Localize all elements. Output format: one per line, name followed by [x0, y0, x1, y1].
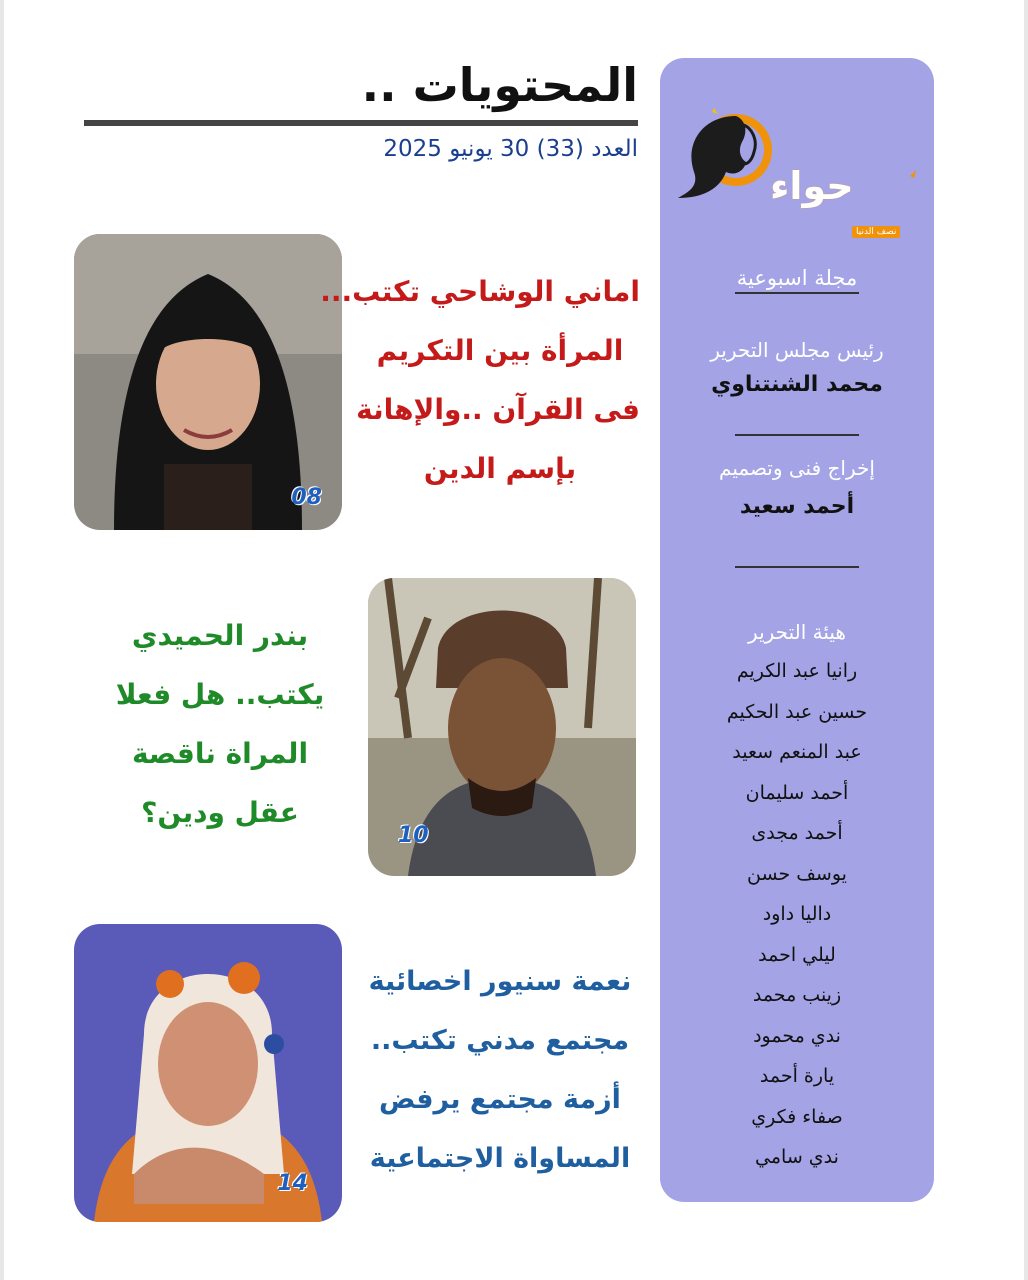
- staff-member: أحمد سليمان: [745, 782, 849, 804]
- headline-line: بإسم الدين: [423, 452, 577, 485]
- headline-line: أزمة مجتمع يرفض: [379, 1084, 621, 1115]
- sidebar-divider: [735, 434, 859, 436]
- staff-member: صفاء فكري: [751, 1106, 843, 1128]
- headline-line: اماني الوشاحي تكتب...: [320, 275, 640, 308]
- page-number: 08: [291, 485, 322, 510]
- editorial-board-title: هيئة التحرير: [748, 620, 846, 644]
- headline-line: بندر الحميدي: [131, 619, 309, 652]
- logo-tagline: نصف الدنيا: [852, 226, 900, 238]
- designer-name: أحمد سعيد: [739, 494, 855, 519]
- headline-line: عقل ودين؟: [141, 796, 299, 829]
- staff-member: ندي محمود: [753, 1025, 841, 1047]
- page-edge-left: [0, 0, 4, 1280]
- article-headline-2: [90, 606, 350, 842]
- sidebar-divider: [735, 566, 859, 568]
- staff-member: حسين عبد الحكيم: [726, 701, 868, 723]
- staff-member: ندي سامي: [755, 1146, 839, 1168]
- title-divider: [84, 120, 638, 126]
- sidebar-divider: [735, 292, 859, 294]
- headline-line: مجتمع مدني تكتب..: [370, 1025, 630, 1056]
- staff-member: يوسف حسن: [747, 863, 847, 885]
- page-edge-right: [1024, 0, 1028, 1280]
- headline-line: يكتب.. هل فعلا: [115, 678, 325, 711]
- article-headline-3: [360, 952, 640, 1188]
- headline-line: المساواة الاجتماعية: [369, 1143, 631, 1174]
- staff-member: ليلي احمد: [758, 944, 836, 966]
- issue-info: العدد (33) 30 يونيو 2025: [383, 136, 638, 162]
- author-photo-1: [74, 234, 342, 530]
- staff-member: أحمد مجدى: [751, 822, 843, 844]
- chief-editor-name: محمد الشنتناوي: [711, 372, 883, 397]
- author-photo-2: [368, 578, 636, 876]
- page-number: 14: [277, 1171, 308, 1196]
- author-photo-3: [74, 924, 342, 1222]
- headline-line: المرأة بين التكريم: [376, 334, 624, 367]
- magazine-logo: [674, 102, 926, 237]
- headline-line: نعمة سنيور اخصائية: [368, 966, 632, 997]
- contents-title: المحتويات ..: [361, 58, 638, 112]
- staff-member: رانيا عبد الكريم: [736, 660, 858, 682]
- page-number: 10: [398, 823, 429, 848]
- article-headline-1: [320, 262, 640, 498]
- chief-editor-role: رئيس مجلس التحرير: [710, 338, 884, 362]
- masthead-sidebar: [660, 58, 934, 1202]
- design-role: إخراج فنى وتصميم: [719, 456, 875, 480]
- staff-member: عبد المنعم سعيد: [732, 741, 862, 763]
- logo-wordmark: حواء: [770, 164, 854, 208]
- staff-member: زينب محمد: [752, 984, 842, 1006]
- staff-member: يارة أحمد: [759, 1065, 835, 1087]
- headline-line: فى القرآن ..والإهانة: [356, 393, 640, 426]
- staff-member: داليا داود: [762, 903, 832, 925]
- weekly-label: مجلة اسبوعية: [736, 266, 858, 290]
- headline-line: المراة ناقصة: [131, 737, 309, 770]
